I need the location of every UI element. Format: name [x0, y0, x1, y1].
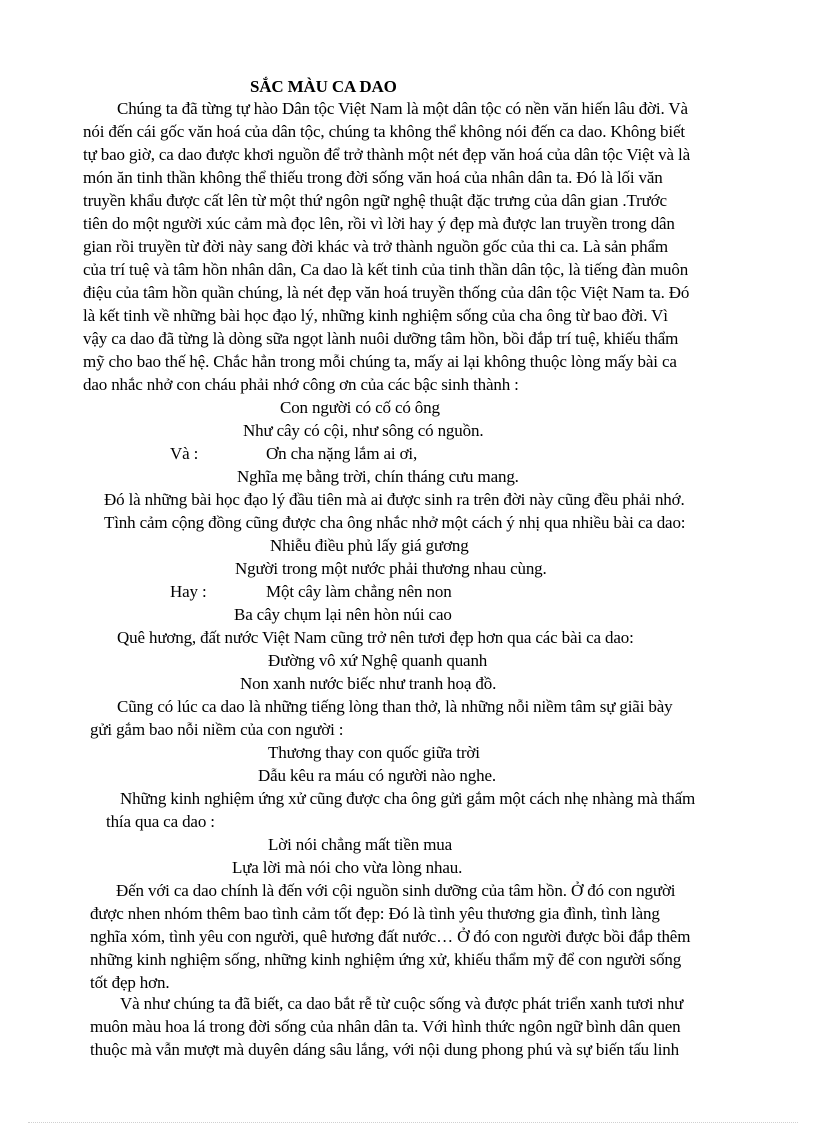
- paragraph-line: tiên do một người xúc cảm mà đọc lên, rồi vì lời hay ý đẹp mà được lan truyền trong dân: [83, 214, 675, 233]
- paragraph-line: Chúng ta đã từng tự hào Dân tộc Việt Nam là một dân tộc có nền văn hiến lâu đời. Và: [117, 99, 688, 118]
- verse-label: Hay :: [170, 582, 207, 601]
- paragraph-line: là kết tinh về những bài học đạo lý, những kinh nghiệm sống của cha ông từ bao đời. Vì: [83, 306, 668, 325]
- paragraph-line: nói đến cái gốc văn hoá của dân tộc, chúng ta không thể không nói đến ca dao. Không biết: [83, 122, 685, 141]
- paragraph-line: vậy ca dao đã từng là dòng sữa ngọt lành nuôi dưỡng tâm hồn, bồi đắp trí tuệ, khiếu thẩm: [83, 329, 679, 348]
- paragraph-line: Đến với ca dao chính là đến với cội nguồn sinh dưỡng của tâm hồn. Ở đó con người: [116, 881, 676, 900]
- paragraph-line: Tình cảm cộng đồng cũng được cha ông nhắc nhở một cách ý nhị qua nhiều bài ca dao:: [104, 513, 686, 532]
- paragraph-line: Những kinh nghiệm ứng xử cũng được cha ông gửi gắm một cách nhẹ nhàng mà thấm: [120, 789, 696, 808]
- verse-line: Non xanh nước biếc như tranh hoạ đồ.: [240, 674, 497, 693]
- paragraph-line: tự bao giờ, ca dao được khơi nguồn để trở thành một nét đẹp văn hoá của dân tộc Việt và là: [83, 145, 690, 164]
- paragraph-line: gửi gắm bao nỗi niềm của con người :: [90, 720, 344, 739]
- verse-line: Một cây làm chẳng nên non: [266, 582, 452, 601]
- paragraph-line: thía qua ca dao :: [106, 812, 215, 831]
- paragraph-line: Đó là những bài học đạo lý đầu tiên mà ai được sinh ra trên đời này cũng đều phải nhớ.: [104, 490, 685, 509]
- paragraph-line: dao nhắc nhở con cháu phải nhớ công ơn của các bậc sinh thành :: [83, 375, 519, 394]
- paragraph-line: được nhen nhóm thêm bao tình cảm tốt đẹp: Đó là tình yêu thương gia đình, tình làng: [90, 904, 660, 923]
- paragraph-line: nghĩa xóm, tình yêu con người, quê hương đất nước… Ở đó con người được bồi đắp thêm: [90, 927, 691, 946]
- paragraph-line: truyền khẩu được cất lên từ một thứ ngôn ngữ nghệ thuật đặc trưng của dân gian .Trước: [83, 191, 667, 210]
- verse-line: Ba cây chụm lại nên hòn núi cao: [234, 605, 452, 624]
- paragraph-line: tốt đẹp hơn.: [90, 973, 170, 992]
- verse-line: Đường vô xứ Nghệ quanh quanh: [268, 651, 488, 670]
- verse-line: Thương thay con quốc giữa trời: [268, 743, 480, 762]
- verse-line: Ơn cha nặng lắm ai ơi,: [266, 444, 418, 463]
- paragraph-line: điệu của tâm hồn quần chúng, là nét đẹp văn hoá truyền thống của dân tộc Việt Nam ta. Đó: [83, 283, 690, 302]
- verse-label: Và :: [170, 444, 199, 463]
- verse-line: Người trong một nước phải thương nhau cùng.: [235, 559, 547, 578]
- paragraph-line: Và như chúng ta đã biết, ca dao bắt rễ từ cuộc sống và được phát triển xanh tươi như: [120, 994, 684, 1013]
- paragraph-line: Cũng có lúc ca dao là những tiếng lòng than thở, là những nỗi niềm tâm sự giãi bày: [117, 697, 673, 716]
- verse-line: Lựa lời mà nói cho vừa lòng nhau.: [232, 858, 463, 877]
- document-title: SẮC MÀU CA DAO: [250, 77, 397, 96]
- verse-line: Nhiễu điều phủ lấy giá gương: [270, 536, 469, 555]
- paragraph-line: Quê hương, đất nước Việt Nam cũng trở nên tươi đẹp hơn qua các bài ca dao:: [117, 628, 634, 647]
- paragraph-line: thuộc mà vẫn mượt mà duyên dáng sâu lắng, với nội dung phong phú và sự biến tấu linh: [90, 1040, 679, 1059]
- paragraph-line: mỹ cho bao thế hệ. Chắc hẳn trong mỗi chúng ta, mấy ai lại không thuộc lòng mấy bài ca: [83, 352, 677, 371]
- paragraph-line: muôn màu hoa lá trong đời sống của nhân dân ta. Với hình thức ngôn ngữ bình dân quen: [90, 1017, 681, 1036]
- paragraph-line: của trí tuệ và tâm hồn nhân dân, Ca dao là kết tinh của tinh thần dân tộc, là tiếng đàn muôn: [83, 260, 689, 279]
- paragraph-line: gian rồi truyền từ đời này sang đời khác và trở thành nguồn gốc của thi ca. Là sản phẩm: [83, 237, 668, 256]
- verse-line: Con người có cố có ông: [280, 398, 440, 417]
- paragraph-line: những kinh nghiệm sống, những kinh nghiệm ứng xử, khiếu thẩm mỹ để con người sống: [90, 950, 682, 969]
- paragraph-line: món ăn tinh thần không thể thiếu trong đời sống văn hoá của nhân dân ta. Đó là lối văn: [83, 168, 663, 187]
- verse-line: Lời nói chẳng mất tiền mua: [268, 835, 453, 854]
- verse-line: Dẫu kêu ra máu có người nào nghe.: [258, 766, 496, 785]
- verse-line: Nghĩa mẹ bằng trời, chín tháng cưu mang.: [237, 467, 519, 486]
- verse-line: Như cây có cội, như sông có nguồn.: [243, 421, 484, 440]
